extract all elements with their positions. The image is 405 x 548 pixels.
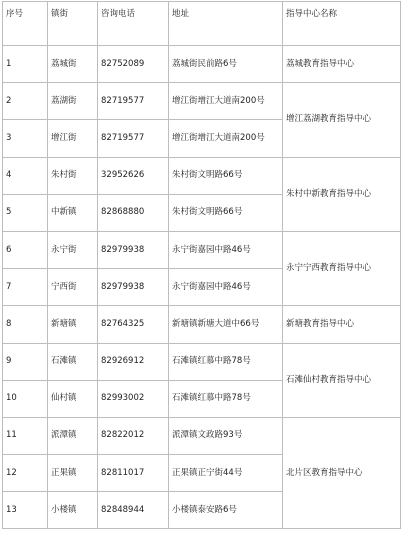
table-row [3, 417, 401, 454]
table-row [3, 343, 401, 380]
row-phone: 82979938 [98, 231, 169, 268]
row-phone: 82719577 [98, 120, 169, 157]
row-address: 派潭镇文政路93号 [169, 417, 283, 454]
row-town: 荔湖街 [48, 83, 98, 120]
row-town: 小楼镇 [48, 492, 98, 529]
row-address: 永宁街嘉园中路46号 [169, 269, 283, 306]
row-phone: 32952626 [98, 157, 169, 194]
row-center: 荔城教育指导中心 [283, 46, 401, 83]
header-center: 指导中心名称 [283, 2, 401, 46]
row-town: 宁西街 [48, 269, 98, 306]
row-center: 朱村中新教育指导中心 [283, 157, 401, 231]
row-center: 永宁宁西教育指导中心 [283, 231, 401, 305]
row-town: 石滩镇 [48, 343, 98, 380]
row-town: 荔城街 [48, 46, 98, 83]
table-header-row [3, 2, 401, 46]
row-center: 北片区教育指导中心 [283, 417, 401, 529]
row-town: 新塘镇 [48, 306, 98, 343]
row-town: 派潭镇 [48, 417, 98, 454]
row-town: 仙村镇 [48, 380, 98, 417]
row-center: 增江荔湖教育指导中心 [283, 83, 401, 157]
row-no: 8 [3, 306, 48, 343]
row-phone: 82764325 [98, 306, 169, 343]
row-address: 朱村街文明路66号 [169, 194, 283, 231]
row-no: 2 [3, 83, 48, 120]
row-address: 石滩镇红慕中路78号 [169, 380, 283, 417]
row-phone: 82868880 [98, 194, 169, 231]
row-no: 11 [3, 417, 48, 454]
row-town: 中新镇 [48, 194, 98, 231]
row-town: 朱村街 [48, 157, 98, 194]
row-phone: 82811017 [98, 455, 169, 492]
row-no: 13 [3, 492, 48, 529]
table-row [3, 231, 401, 268]
row-no: 4 [3, 157, 48, 194]
table-body [3, 46, 401, 529]
header-town: 镇街 [48, 2, 98, 46]
row-center: 新塘教育指导中心 [283, 306, 401, 343]
row-no: 7 [3, 269, 48, 306]
guidance-center-table [2, 1, 401, 529]
row-phone: 82752089 [98, 46, 169, 83]
row-phone: 82993002 [98, 380, 169, 417]
row-no: 5 [3, 194, 48, 231]
header-address: 地址 [169, 2, 283, 46]
table-row [3, 157, 401, 194]
row-phone: 82822012 [98, 417, 169, 454]
row-no: 12 [3, 455, 48, 492]
row-no: 6 [3, 231, 48, 268]
row-address: 增江街增江大道南200号 [169, 83, 283, 120]
row-no: 1 [3, 46, 48, 83]
header-no: 序号 [3, 2, 48, 46]
row-phone: 82848944 [98, 492, 169, 529]
table-row [3, 83, 401, 120]
row-address: 荔城街民前路6号 [169, 46, 283, 83]
row-address: 正果镇正宁街44号 [169, 455, 283, 492]
row-address: 小楼镇泰安路6号 [169, 492, 283, 529]
header-phone: 咨询电话 [98, 2, 169, 46]
row-no: 3 [3, 120, 48, 157]
row-town: 正果镇 [48, 455, 98, 492]
row-phone: 82926912 [98, 343, 169, 380]
table-row [3, 306, 401, 343]
row-address: 新塘镇新塘大道中66号 [169, 306, 283, 343]
row-town: 增江街 [48, 120, 98, 157]
row-address: 增江街增江大道南200号 [169, 120, 283, 157]
row-address: 朱村街文明路66号 [169, 157, 283, 194]
table-row [3, 46, 401, 83]
row-phone: 82719577 [98, 83, 169, 120]
row-address: 石滩镇红慕中路78号 [169, 343, 283, 380]
row-no: 9 [3, 343, 48, 380]
row-town: 永宁街 [48, 231, 98, 268]
row-no: 10 [3, 380, 48, 417]
row-center: 石滩仙村教育指导中心 [283, 343, 401, 417]
row-phone: 82979938 [98, 269, 169, 306]
row-address: 永宁街嘉园中路46号 [169, 231, 283, 268]
